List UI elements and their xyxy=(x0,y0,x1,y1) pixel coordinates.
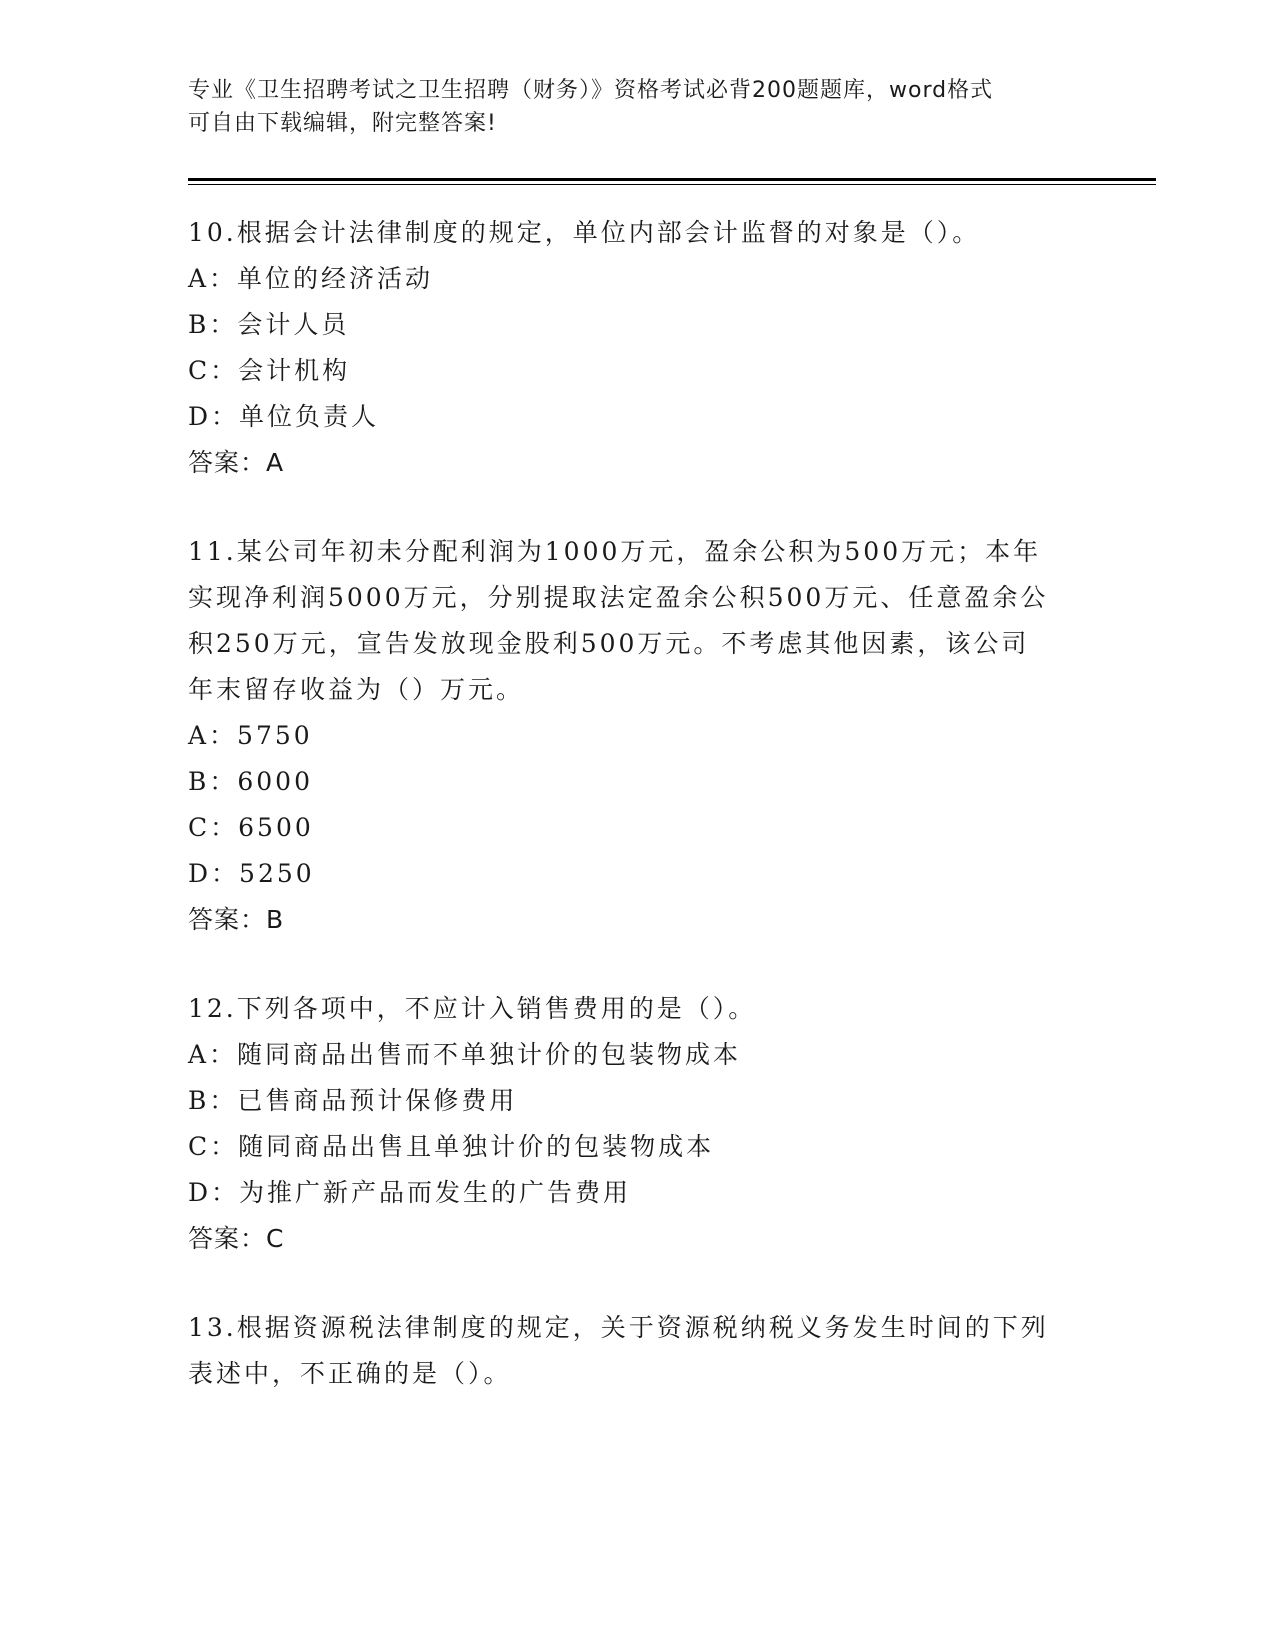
question-list xyxy=(188,210,1088,1397)
option-b: B：已售商品预计保修费用 xyxy=(188,1086,518,1115)
option-d: D：5250 xyxy=(188,859,315,888)
option-b: B：6000 xyxy=(188,767,313,796)
question-text: 表述中，不正确的是（）。 xyxy=(188,1359,512,1388)
answer-line: 答案：B xyxy=(188,905,285,934)
question-block xyxy=(188,529,1088,943)
option-a: A：随同商品出售而不单独计价的包装物成本 xyxy=(188,1040,742,1069)
question-text: 积250万元，宣告发放现金股利500万元。不考虑其他因素，该公司 xyxy=(188,629,1030,658)
option-d: D：单位负责人 xyxy=(188,402,380,431)
option-c: C：6500 xyxy=(188,813,314,842)
header-line-2: 可自由下载编辑，附完整答案! xyxy=(188,111,497,136)
question-text: 12.下列各项中，不应计入销售费用的是（）。 xyxy=(188,994,757,1023)
header-line-1: 专业《卫生招聘考试之卫生招聘（财务）》资格考试必背200题题库，word格式 xyxy=(188,78,994,103)
question-text: 11.某公司年初未分配利润为1000万元，盈余公积为500万元；本年 xyxy=(188,537,1042,566)
option-c: C：会计机构 xyxy=(188,356,351,385)
question-text: 实现净利润5000万元，分别提取法定盈余公积500万元、任意盈余公 xyxy=(188,583,1049,612)
option-c: C：随同商品出售且单独计价的包装物成本 xyxy=(188,1132,715,1161)
option-d: D：为推广新产品而发生的广告费用 xyxy=(188,1178,632,1207)
question-block xyxy=(188,986,1088,1262)
answer-line: 答案：C xyxy=(188,1224,285,1253)
question-text: 13.根据资源税法律制度的规定，关于资源税纳税义务发生时间的下列 xyxy=(188,1313,1049,1342)
option-a: A：单位的经济活动 xyxy=(188,264,434,293)
header-divider-thick xyxy=(188,178,1156,181)
question-block xyxy=(188,210,1088,486)
answer-line: 答案：A xyxy=(188,448,285,477)
document-header xyxy=(188,74,1088,140)
option-b: B：会计人员 xyxy=(188,310,350,339)
question-text: 年末留存收益为（）万元。 xyxy=(188,675,525,704)
question-text: 10.根据会计法律制度的规定，单位内部会计监督的对象是（）。 xyxy=(188,218,981,247)
question-block xyxy=(188,1305,1088,1397)
header-divider-thin xyxy=(188,184,1156,185)
option-a: A：5750 xyxy=(188,721,313,750)
